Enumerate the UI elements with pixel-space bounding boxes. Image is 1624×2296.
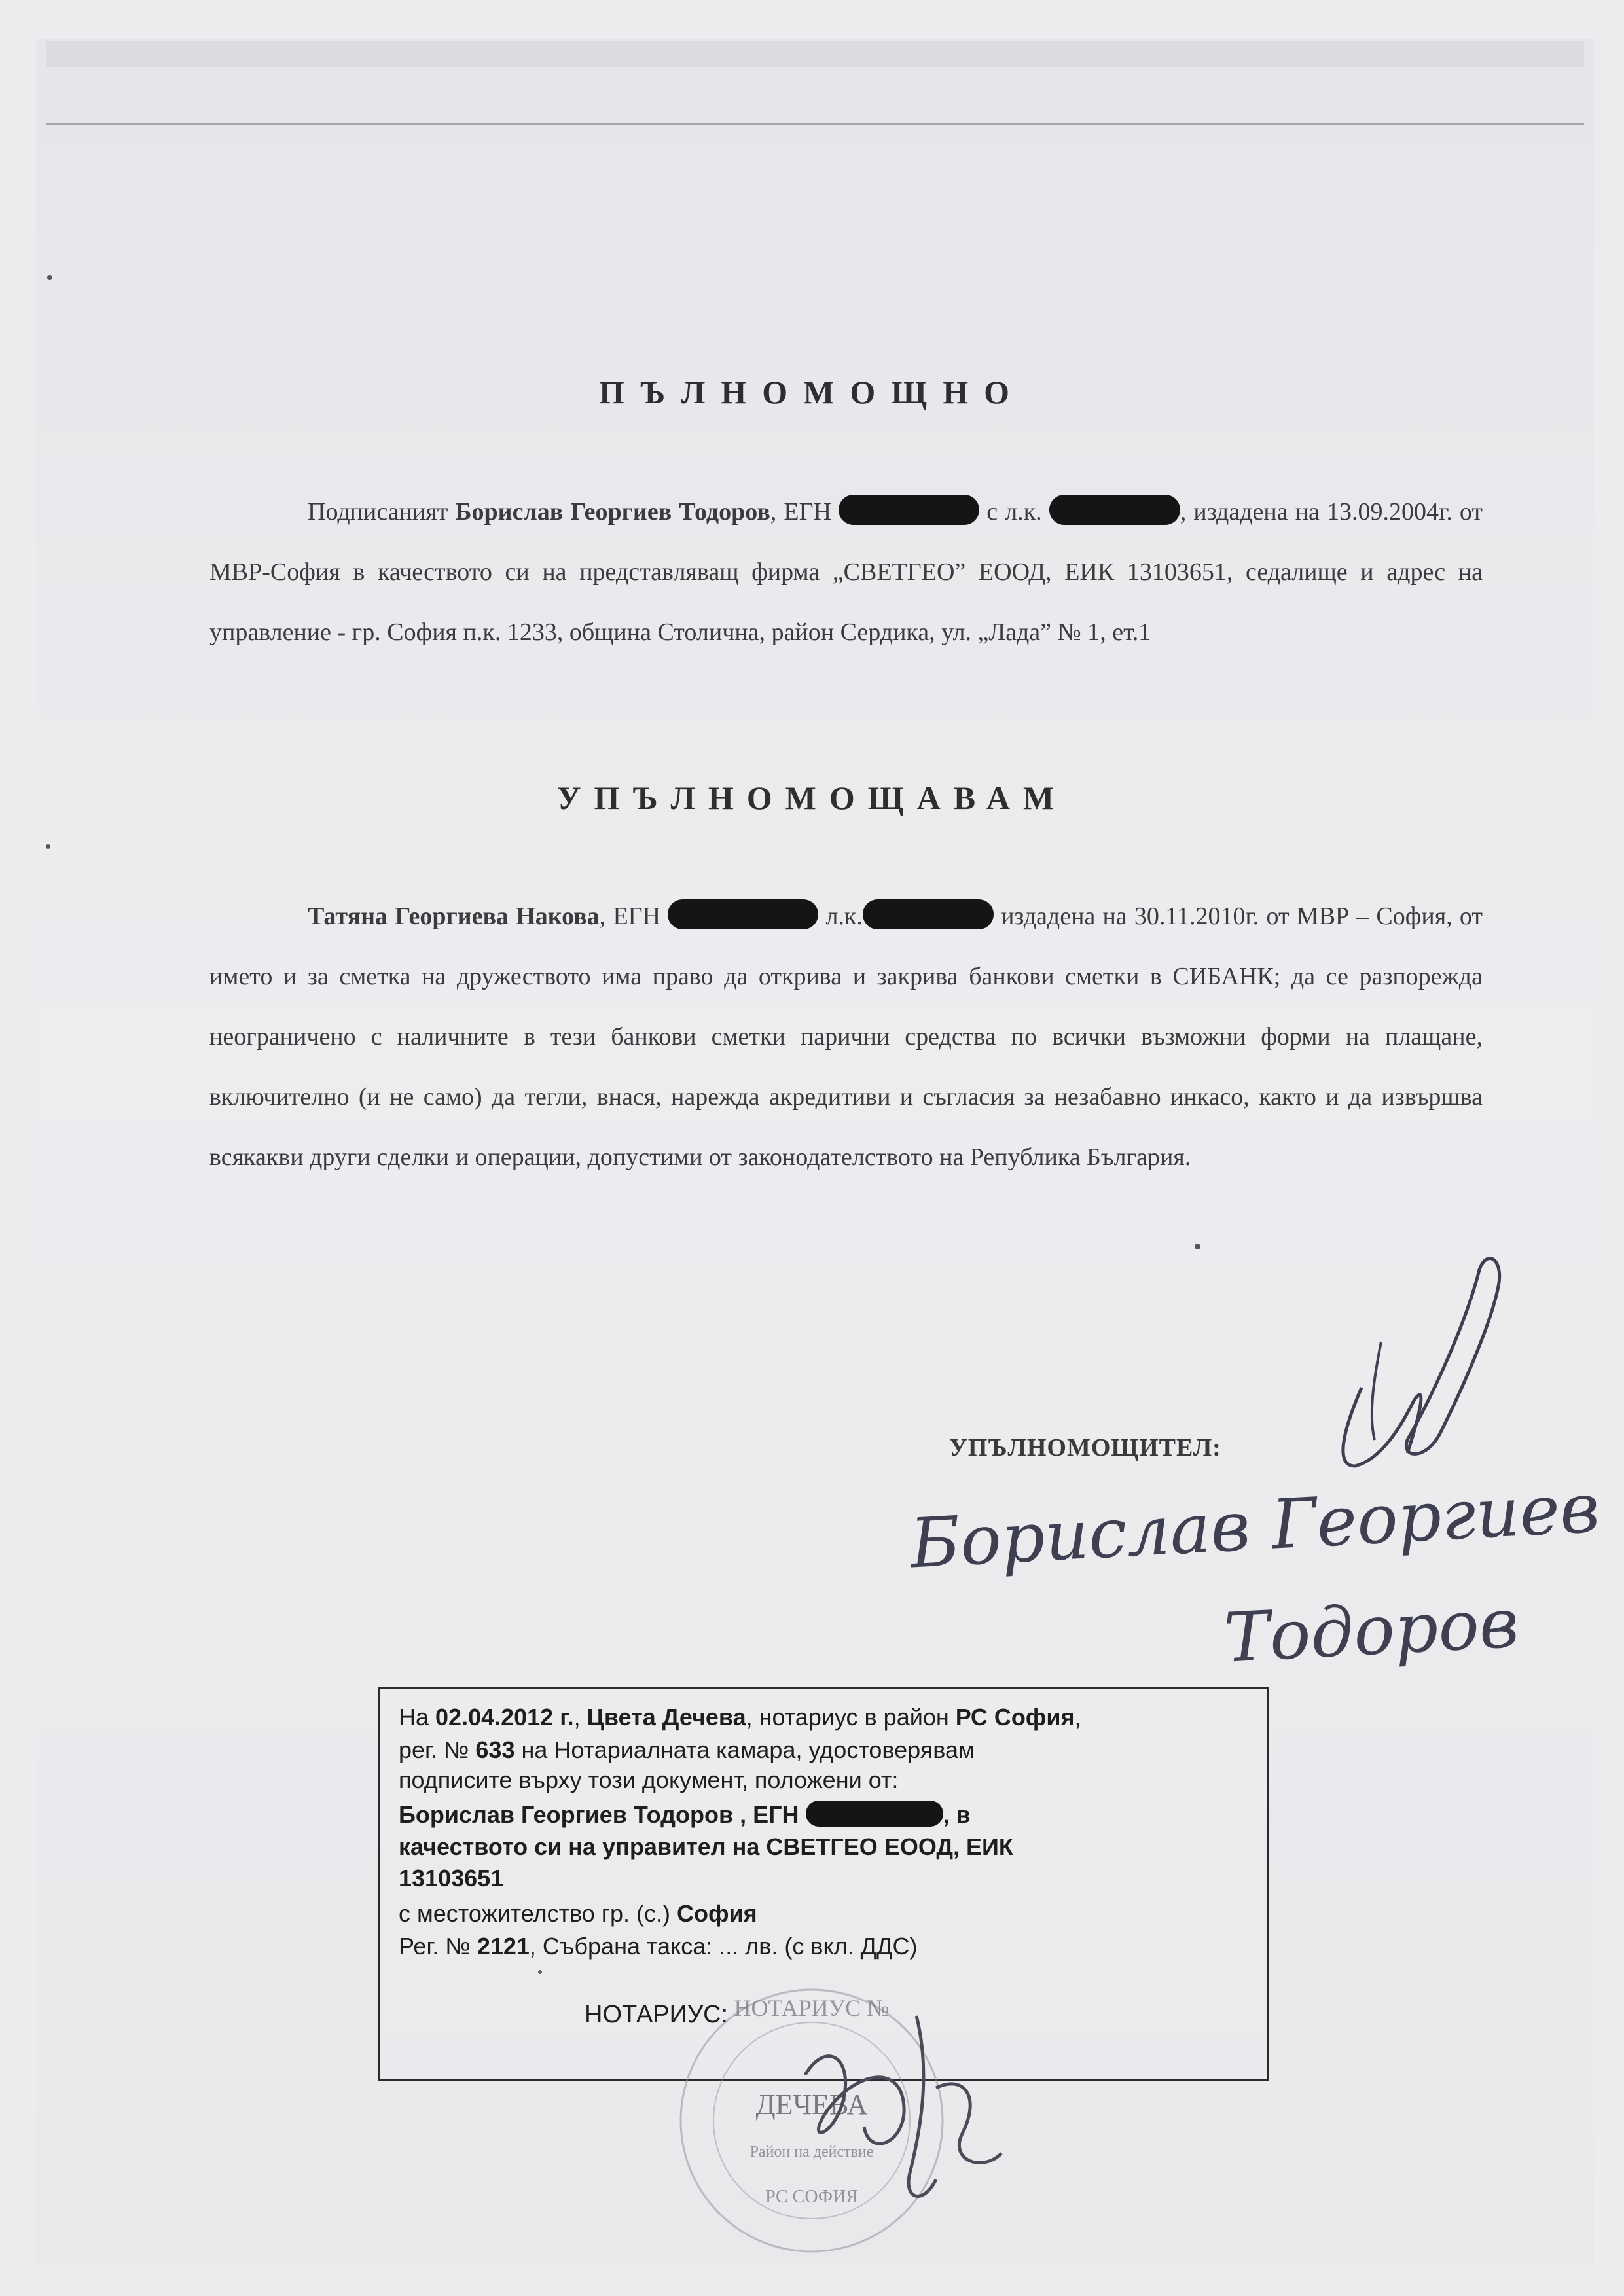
redacted-egn (806, 1801, 943, 1827)
text-segment: на Нотариалната камара, удостоверявам (514, 1736, 975, 1763)
notary-line-4 (399, 1801, 971, 1829)
handwritten-name: Борислав Георгиев (908, 1467, 1602, 1584)
text-segment: Рег. № (399, 1933, 477, 1960)
notary-date: 02.04.2012 г. (435, 1704, 574, 1731)
stamp-arc-text: НОТАРИУС № (734, 1995, 890, 2021)
stamp-court: РС СОФИЯ (765, 2187, 858, 2207)
notary-line-8 (399, 1933, 917, 1960)
text-segment: с местожителство гр. (с.) (399, 1900, 677, 1927)
notary-label: НОТАРИУС: (585, 2001, 729, 2028)
text-segment: , нотариус в район (746, 1704, 956, 1731)
notary-line-6: 13103651 (399, 1865, 504, 1892)
text-segment: , (1074, 1704, 1081, 1731)
notary-line-3: подписите върху този документ, положени от: (399, 1767, 899, 1793)
text-segment: , (573, 1704, 587, 1731)
signer-name: Борислав Георгиев Тодоров , ЕГН (399, 1801, 806, 1828)
text-segment: , ЕГН (599, 903, 668, 930)
stamp-name: ДЕЧЕВА (755, 2089, 868, 2121)
text-segment: , Събрана такса: ... лв. (с вкл. ДДС) (529, 1933, 918, 1960)
notary-line-5: качеството си на управител на СВЕТГЕО ЕООД, ЕИК (399, 1833, 1013, 1860)
stamp-line: Район на действие (749, 2144, 874, 2161)
redacted-id-card (863, 899, 994, 929)
text-segment: Подписаният (308, 498, 456, 526)
redacted-egn (668, 899, 818, 929)
notary-city: София (676, 1900, 757, 1927)
redacted-egn (839, 495, 979, 525)
redacted-id-card (1049, 495, 1180, 525)
authorization-paragraph (209, 886, 1483, 1187)
scan-top-shadow (46, 41, 1584, 67)
text-segment: издадена на 30.11.2010г. от МВР – София, от името и за сметка на дружеството има право да открива и закрива банкови сметки в СИБАНК; да се разпорежда неограничено с наличните в тези банкови сметки парични средства по всички възможни форми на плащане, включително (и не само) да тегли, внася, нарежда акредитиви и съгласия за незабавно инкасо, както и да извършва всякакви други сделки и операции, допустими от законодателството на Република България. (209, 903, 1483, 1171)
text-segment: рег. № (399, 1736, 476, 1763)
text-segment: На (399, 1704, 436, 1731)
text-segment: с л.к. (979, 498, 1049, 526)
notary-region: РС София (955, 1704, 1075, 1731)
document-title: ПЪЛНОМОЩНО (599, 374, 1025, 410)
handwritten-surname: Тодоров (1222, 1583, 1521, 1678)
text-segment: , издадена на 13.09.2004г. от МВР-София в качеството си на представляващ фирма „СВЕТГЕО” ЕООД, ЕИК 13103651, седалище и адрес на управление - гр. София п.к. 1233, община Столична, район Сердика, ул. „Лада” № 1, ет.1 (209, 498, 1483, 646)
notary-signature (766, 1964, 1041, 2238)
grantor-paragraph (209, 482, 1483, 662)
text-segment: л.к. (818, 903, 863, 930)
agent-name: Татяна Георгиева Накова (308, 903, 600, 930)
notary-line-7 (399, 1900, 757, 1928)
text-segment: , в (943, 1801, 971, 1828)
notary-name: Цвета Дечева (586, 1704, 746, 1731)
notary-reg-no: 633 (475, 1736, 515, 1763)
grantor-name: Борислав Георгиев Тодоров (455, 498, 770, 526)
scan-speck (47, 275, 52, 280)
notary-line-2 (399, 1736, 975, 1764)
scan-speck (46, 844, 50, 849)
text-segment: , ЕГН (770, 498, 839, 526)
document-reg-no: 2121 (477, 1933, 530, 1960)
scan-speck (1195, 1244, 1200, 1249)
notary-line-1 (399, 1704, 1081, 1731)
signer-label: УПЪЛНОМОЩИТЕЛ: (949, 1434, 1221, 1462)
scan-edge-line (46, 123, 1584, 125)
section-heading: УПЪЛНОМОЩАВАМ (556, 780, 1068, 816)
